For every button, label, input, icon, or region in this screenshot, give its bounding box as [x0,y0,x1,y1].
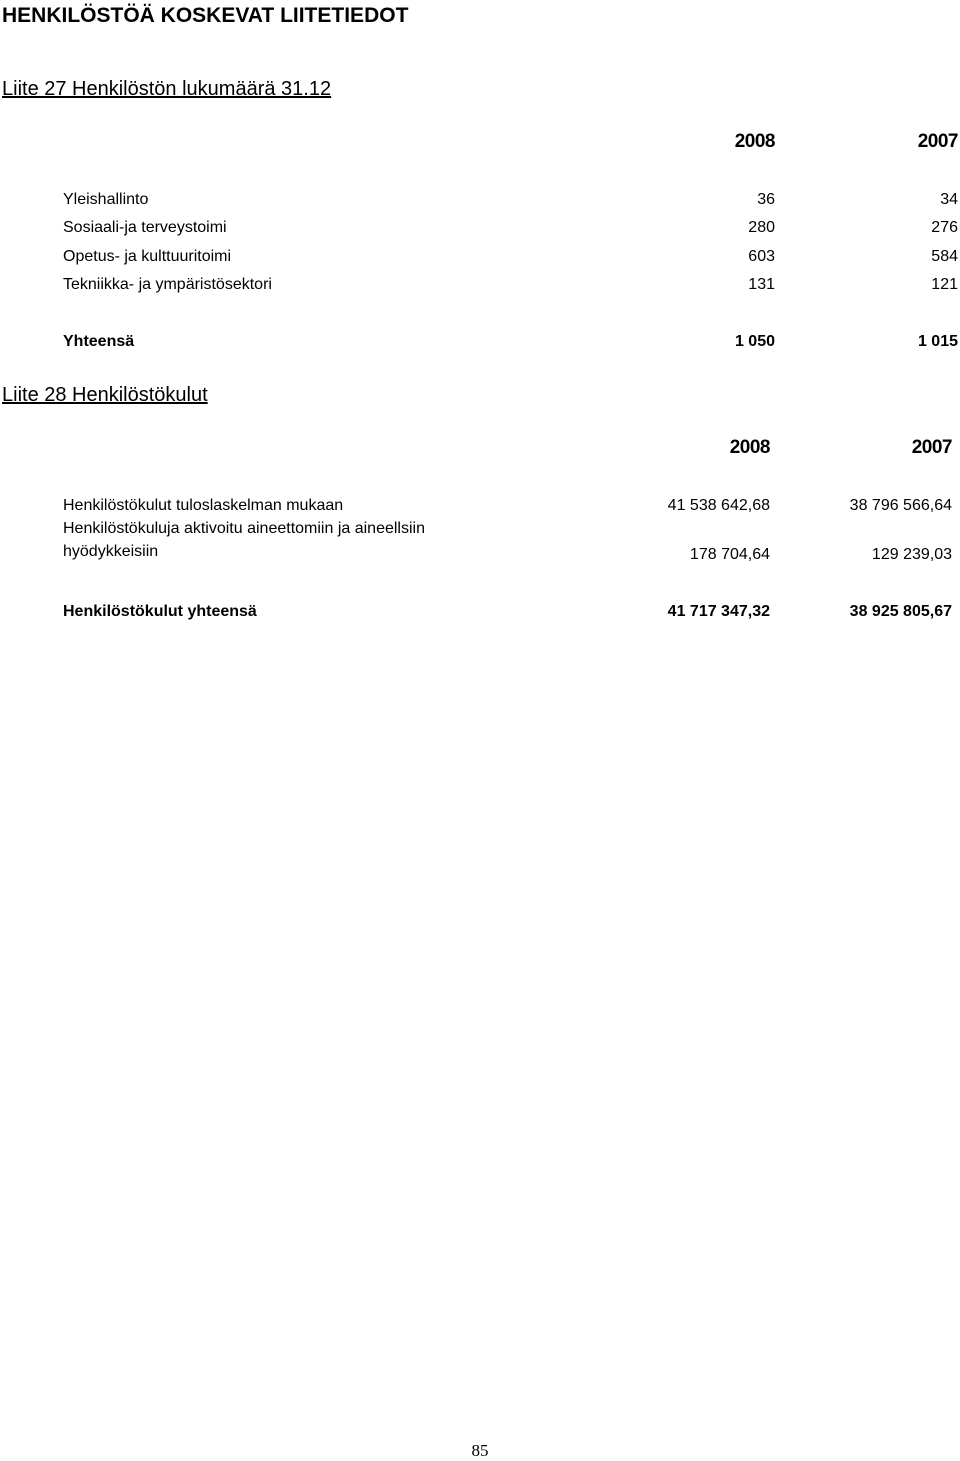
value-2008: 280 [748,219,775,236]
row-label-line2: hyödykkeisiin [63,543,159,560]
total-2008: 41 717 347,32 [667,603,770,620]
value-2008: 178 704,64 [689,546,770,563]
total-2008: 1 050 [734,333,775,350]
note27-col-2008: 2008 [734,131,775,152]
value-2008: 41 538 642,68 [667,497,770,514]
page-number: 85 [471,1441,489,1460]
note27-heading: Liite 27 Henkilöstön lukumäärä 31.12 [2,78,332,100]
total-2007: 38 925 805,67 [849,603,952,620]
page-title: HENKILÖSTÖÄ KOSKEVAT LIITETIEDOT [2,4,409,27]
value-2007: 38 796 566,64 [849,497,952,514]
value-2007: 276 [931,219,958,236]
total-label: Henkilöstökulut yhteensä [63,603,257,620]
value-2007: 121 [931,276,958,293]
total-2007: 1 015 [917,333,958,350]
row-label: Sosiaali-ja terveystoimi [63,219,227,236]
note28-col-2008: 2008 [729,437,770,458]
value-2007: 129 239,03 [871,546,952,563]
note28-col-2007: 2007 [911,437,952,458]
row-label: Yleishallinto [63,191,149,208]
value-2008: 131 [748,276,775,293]
row-label: Tekniikka- ja ympäristösektori [63,276,272,293]
note28-heading: Liite 28 Henkilöstökulut [2,384,208,406]
row-label: Opetus- ja kulttuuritoimi [63,248,232,265]
value-2008: 36 [757,191,775,208]
value-2007: 34 [940,191,958,208]
row-label-line1: Henkilöstökuluja aktivoitu aineettomiin ja aineellsiin [63,520,425,537]
value-2008: 603 [748,248,775,265]
value-2007: 584 [931,248,958,265]
note27-col-2007: 2007 [917,131,958,152]
row-label: Henkilöstökulut tuloslaskelman mukaan [63,497,344,514]
total-label: Yhteensä [63,333,135,350]
